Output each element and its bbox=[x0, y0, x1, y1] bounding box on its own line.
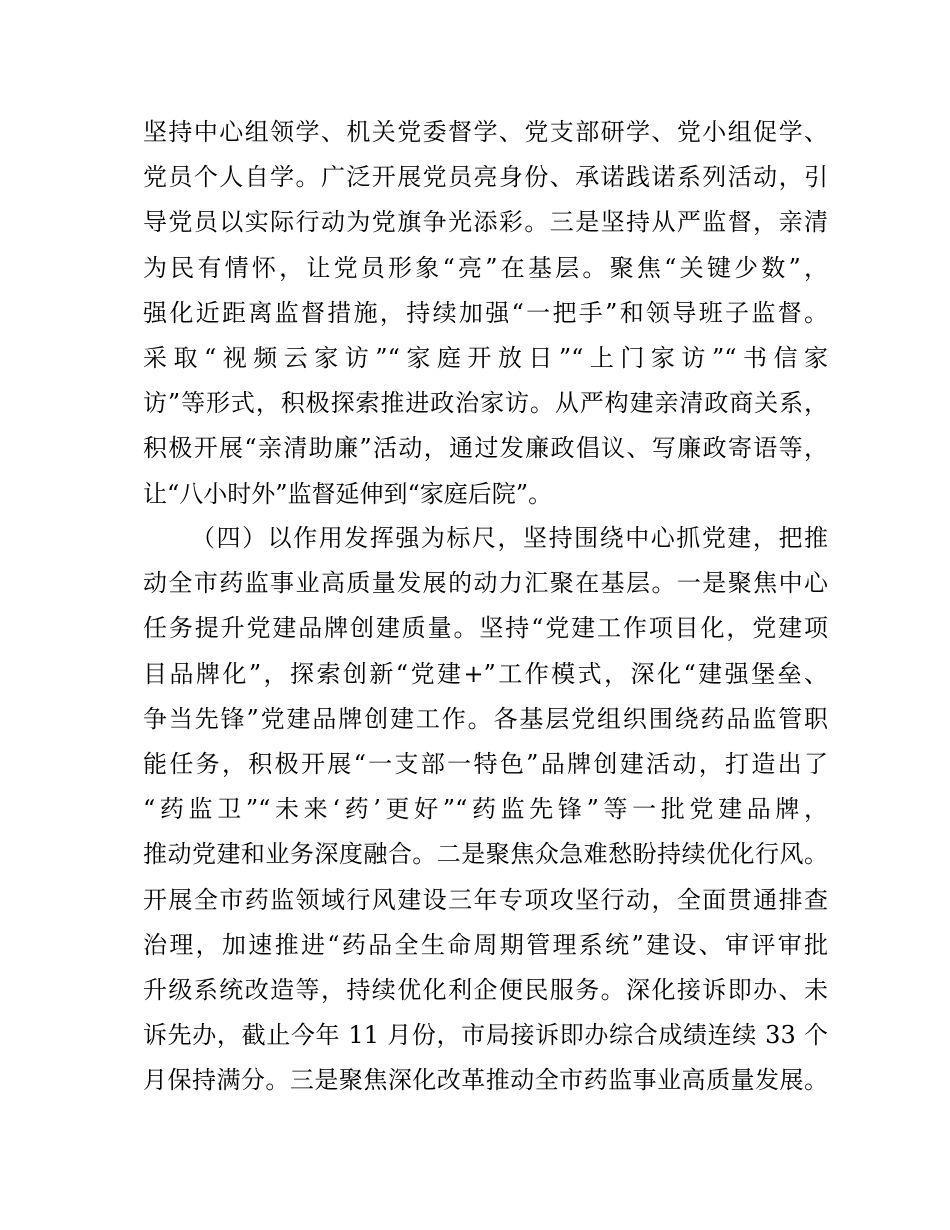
paragraph-2 bbox=[143, 516, 828, 1103]
paragraph-1-line-5: 强化近距离监督措施，持续加强“一把手”和领导班子监督。 bbox=[143, 298, 828, 327]
paragraph-1-line-8: 积极开展“亲清助廉”活动，通过发廉政倡议、写廉政寄语等， bbox=[143, 434, 828, 463]
paragraph-2-line-4: 目品牌化”，探索创新“党建+”工作模式，深化“建强堡垒、 bbox=[143, 659, 828, 688]
paragraph-2-line-10: 治理，加速推进“药品全生命周期管理系统”建设、审评审批 bbox=[143, 930, 828, 959]
paragraph-1-line-2: 党员个人自学。广泛开展党员亮身份、承诺践诺系列活动，引 bbox=[143, 163, 828, 192]
paragraph-2-line-9: 开展全市药监领域行风建设三年专项攻坚行动，全面贯通排查 bbox=[143, 885, 828, 914]
paragraph-2-line-7: “药监卫”“未来‘药’更好”“药监先锋”等一批党建品牌， bbox=[143, 795, 828, 824]
paragraph-1-line-7: 访”等形式，积极探索推进政治家访。从严构建亲清政商关系， bbox=[143, 389, 828, 418]
paragraph-2-line-11: 升级系统改造等，持续优化利企便民服务。深化接诉即办、未 bbox=[143, 975, 828, 1004]
paragraph-2-line-13: 月保持满分。三是聚焦深化改革推动全市药监事业高质量发展。 bbox=[143, 1066, 828, 1095]
paragraph-2-line-1: （四）以作用发挥强为标尺，坚持围绕中心抓党建，把推 bbox=[191, 524, 828, 552]
paragraph-1-line-4: 为民有情怀，让党员形象“亮”在基层。聚焦“关键少数”， bbox=[143, 253, 828, 282]
paragraph-1-line-1: 坚持中心组领学、机关党委督学、党支部研学、党小组促学、 bbox=[143, 118, 828, 146]
paragraph-2-line-2: 动全市药监事业高质量发展的动力汇聚在基层。一是聚焦中心 bbox=[143, 569, 828, 598]
paragraph-2-line-5: 争当先锋”党建品牌创建工作。各基层党组织围绕药品监管职 bbox=[143, 704, 828, 733]
paragraph-1-line-6: 采取“视频云家访”“家庭开放日”“上门家访”“书信家 bbox=[143, 343, 828, 372]
paragraph-1 bbox=[143, 110, 828, 517]
paragraph-1-line-3: 导党员以实际行动为党旗争光添彩。三是坚持从严监督，亲清 bbox=[143, 208, 828, 237]
paragraph-2-line-3: 任务提升党建品牌创建质量。坚持“党建工作项目化，党建项 bbox=[143, 614, 828, 643]
paragraph-1-line-9: 让“八小时外”监督延伸到“家庭后院”。 bbox=[143, 479, 553, 508]
paragraph-2-line-6: 能任务，积极开展“一支部一特色”品牌创建活动，打造出了 bbox=[143, 749, 828, 778]
paragraph-2-line-12: 诉先办，截止今年 11 月份，市局接诉即办综合成绩连续 33 个 bbox=[143, 1021, 828, 1050]
paragraph-2-line-8: 推动党建和业务深度融合。二是聚焦众急难愁盼持续优化行风。 bbox=[143, 840, 828, 869]
